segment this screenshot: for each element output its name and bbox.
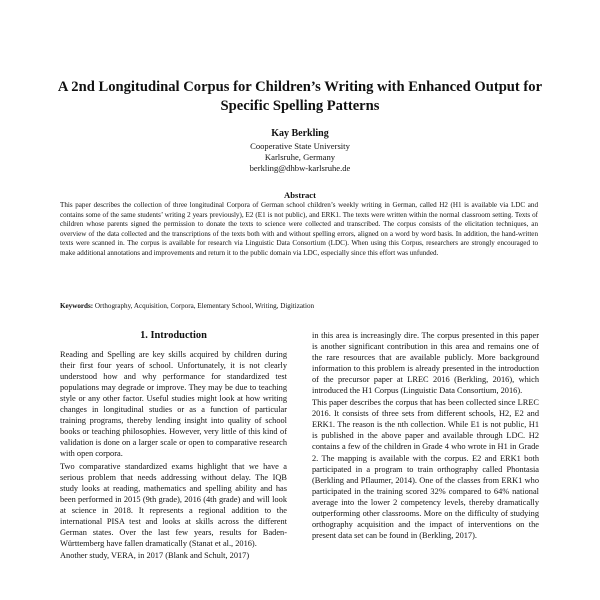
intro-paragraph-3: Another study, VERA, in 2017 (Blank and Schult, 2017) (60, 550, 250, 560)
paper-title-line-1: A 2nd Longitudinal Corpus for Children’s Writing with Enhanced Output for (57, 79, 543, 95)
paper-title-line-2: Specific Spelling Patterns (220, 98, 380, 114)
right-paragraph-2: This paper describes the corpus that has been collected since LREC 2016. It consists of three sets from different schools, H2, E2 and ERK1. The reason is the nth collection. While E1 is not public, H1 is published in the above paper and available through LDC. H2 contains a few of the children in Grade 4 who wrote in H1 in Grade 2. The mapping is available with the corpus. E2 and ERK1 both participated in a program to train orthography called Phontasia (Berkling and Pflaumer, 2014). One of the classes from ERK1 who participated in the training scored 32% compared to 64% national average into the lower 2 competency levels, thereby dramatically outperforming other classrooms. More on the difficulty of studying orthography acquisition and the impact of interventions on the present data set can be found in (Berkling, 2017). (312, 398, 539, 540)
intro-paragraph-2: Two comparative standardized exams highlight that we have a serious problem that needs addressing without delay. The IQB study looks at reading, mathematics and spelling ability and has been performed in 2015 (9th grade), 2016 (4th grade) and will look at science in 2018. It represents a regional addition to the international PISA test and looks at skills across the different German states. Over the last few years, results for Baden-Württemberg have fallen dramatically (Stanat et al., 2016). (60, 461, 287, 548)
left-column (60, 330, 287, 600)
right-column (312, 330, 539, 600)
author-name: Kay Berkling (271, 128, 329, 139)
keywords-list: Orthography, Acquisition, Corpora, Elementary School, Writing, Digitization (94, 302, 315, 310)
paper-title (40, 78, 560, 116)
abstract-heading: Abstract (284, 190, 316, 200)
author-block (150, 127, 450, 175)
section-heading-introduction: 1. Introduction (140, 330, 207, 341)
abstract-text: This paper describes the collection of three longitudinal Corpora of German school children’s weekly writing in German, called H2 (H1 is available via LDC and contains some of the same students’ writing 2 years previously), E2 (E1 is not public), and ERK1. The texts were written within the normal classroom setting. Texts of children whose parents signed the permission to donate the texts to science were collected and transcribed. The corpus consists of the elicitation techniques, an overview of the data collected and the transcriptions of the texts both with and without spelling errors, aligned on a word by word basis. In addition, the hand-written texts were scanned in. The corpus is available for research via Linguistic Data Consortium (LDC). When using this Corpus, researchers are strongly encouraged to make additional annotations and improvements and return it to the public domain via LDC, especially since this effort was unfunded. (60, 201, 538, 257)
keywords-label: Keywords: (60, 302, 94, 310)
right-paragraph-1: in this area is increasingly dire. The corpus presented in this paper is another significant contribution in this area and remains one of the rare resources that are available publicly. More background information to this problem is already presented in the introduction of the precursor paper at LREC 2016 (Berkling, 2016), which introduced the H1 Corpus (Linguistic Data Consortium, 2016). (312, 331, 539, 396)
author-city: Karlsruhe, Germany (264, 152, 336, 163)
intro-paragraph-1: Reading and Spelling are key skills acquired by children during their first four years of school. Unfortunately, it is not clearly understood how and why performance for standardized test populations may degrade or improve. They may be due to teaching style or any other factor. Useful studies might look at how writing changes in longitudinal studies or as a function of particular training programs, thereby lending insight into quality of school books or teaching philosophies. However, very little of this kind of validation is done on a larger scale or open to comparative research with open corpora. (60, 350, 287, 459)
author-email: berkling@dhbw-karlsruhe.de (249, 163, 351, 174)
author-affiliation: Cooperative State University (250, 141, 350, 151)
keywords-line (60, 302, 538, 312)
